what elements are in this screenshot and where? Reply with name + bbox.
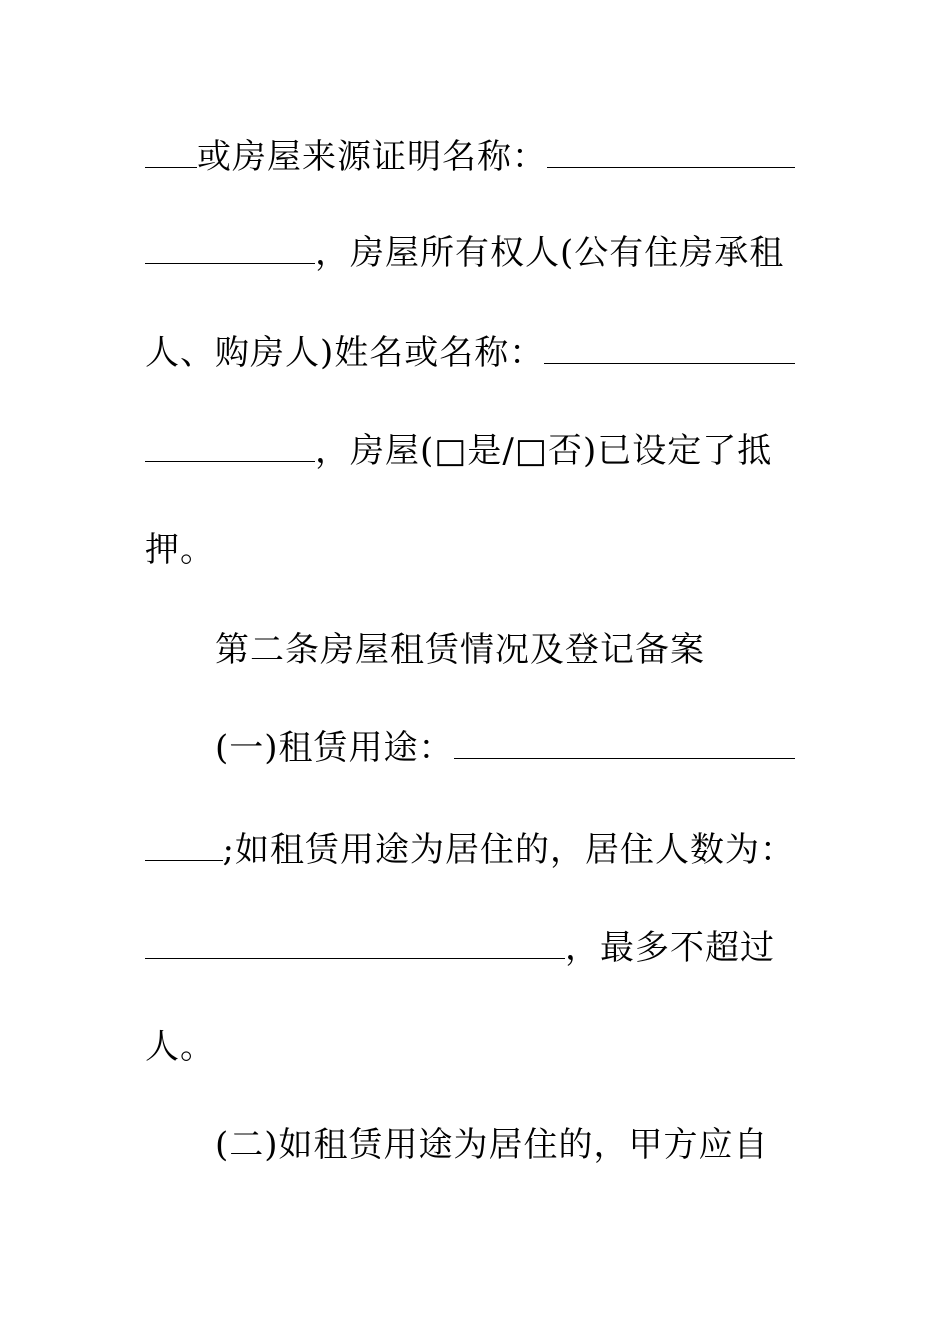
doc-text: 或房屋来源证明名称： bbox=[197, 137, 547, 177]
doc-line-9 bbox=[145, 918, 795, 978]
blank-field[interactable] bbox=[454, 730, 795, 759]
doc-text: (二)如租赁用途为居住的，甲方应自 bbox=[215, 1125, 769, 1165]
doc-text: (一)租赁用途： bbox=[215, 728, 454, 768]
doc-line-5 bbox=[145, 520, 795, 580]
doc-line-1 bbox=[145, 127, 795, 187]
blank-field[interactable] bbox=[544, 335, 795, 364]
doc-line-11 bbox=[215, 1115, 795, 1175]
doc-text: ;如租赁用途为居住的，居住人数为： bbox=[222, 830, 795, 870]
doc-text: ，最多不超过 bbox=[565, 928, 775, 968]
blank-field[interactable] bbox=[145, 930, 565, 959]
doc-text: ，房屋(□是/□否)已设定了抵 bbox=[315, 431, 773, 471]
doc-line-7 bbox=[215, 718, 795, 778]
doc-line-3 bbox=[145, 323, 795, 383]
blank-field[interactable] bbox=[145, 433, 315, 462]
section-heading bbox=[215, 620, 795, 680]
doc-text: 押。 bbox=[145, 530, 215, 570]
blank-field[interactable] bbox=[145, 139, 197, 168]
doc-text: 人、购房人)姓名或名称： bbox=[145, 333, 545, 373]
blank-field[interactable] bbox=[145, 235, 315, 264]
blank-field[interactable] bbox=[547, 139, 795, 168]
doc-line-10 bbox=[145, 1017, 795, 1077]
doc-line-8 bbox=[145, 820, 795, 880]
doc-text: 第二条房屋租赁情况及登记备案 bbox=[215, 630, 705, 670]
doc-text: 人。 bbox=[145, 1027, 215, 1067]
doc-line-4 bbox=[145, 421, 795, 481]
blank-field[interactable] bbox=[145, 832, 223, 861]
doc-text: ，房屋所有权人(公有住房承租 bbox=[315, 233, 785, 273]
doc-line-2 bbox=[145, 223, 795, 283]
